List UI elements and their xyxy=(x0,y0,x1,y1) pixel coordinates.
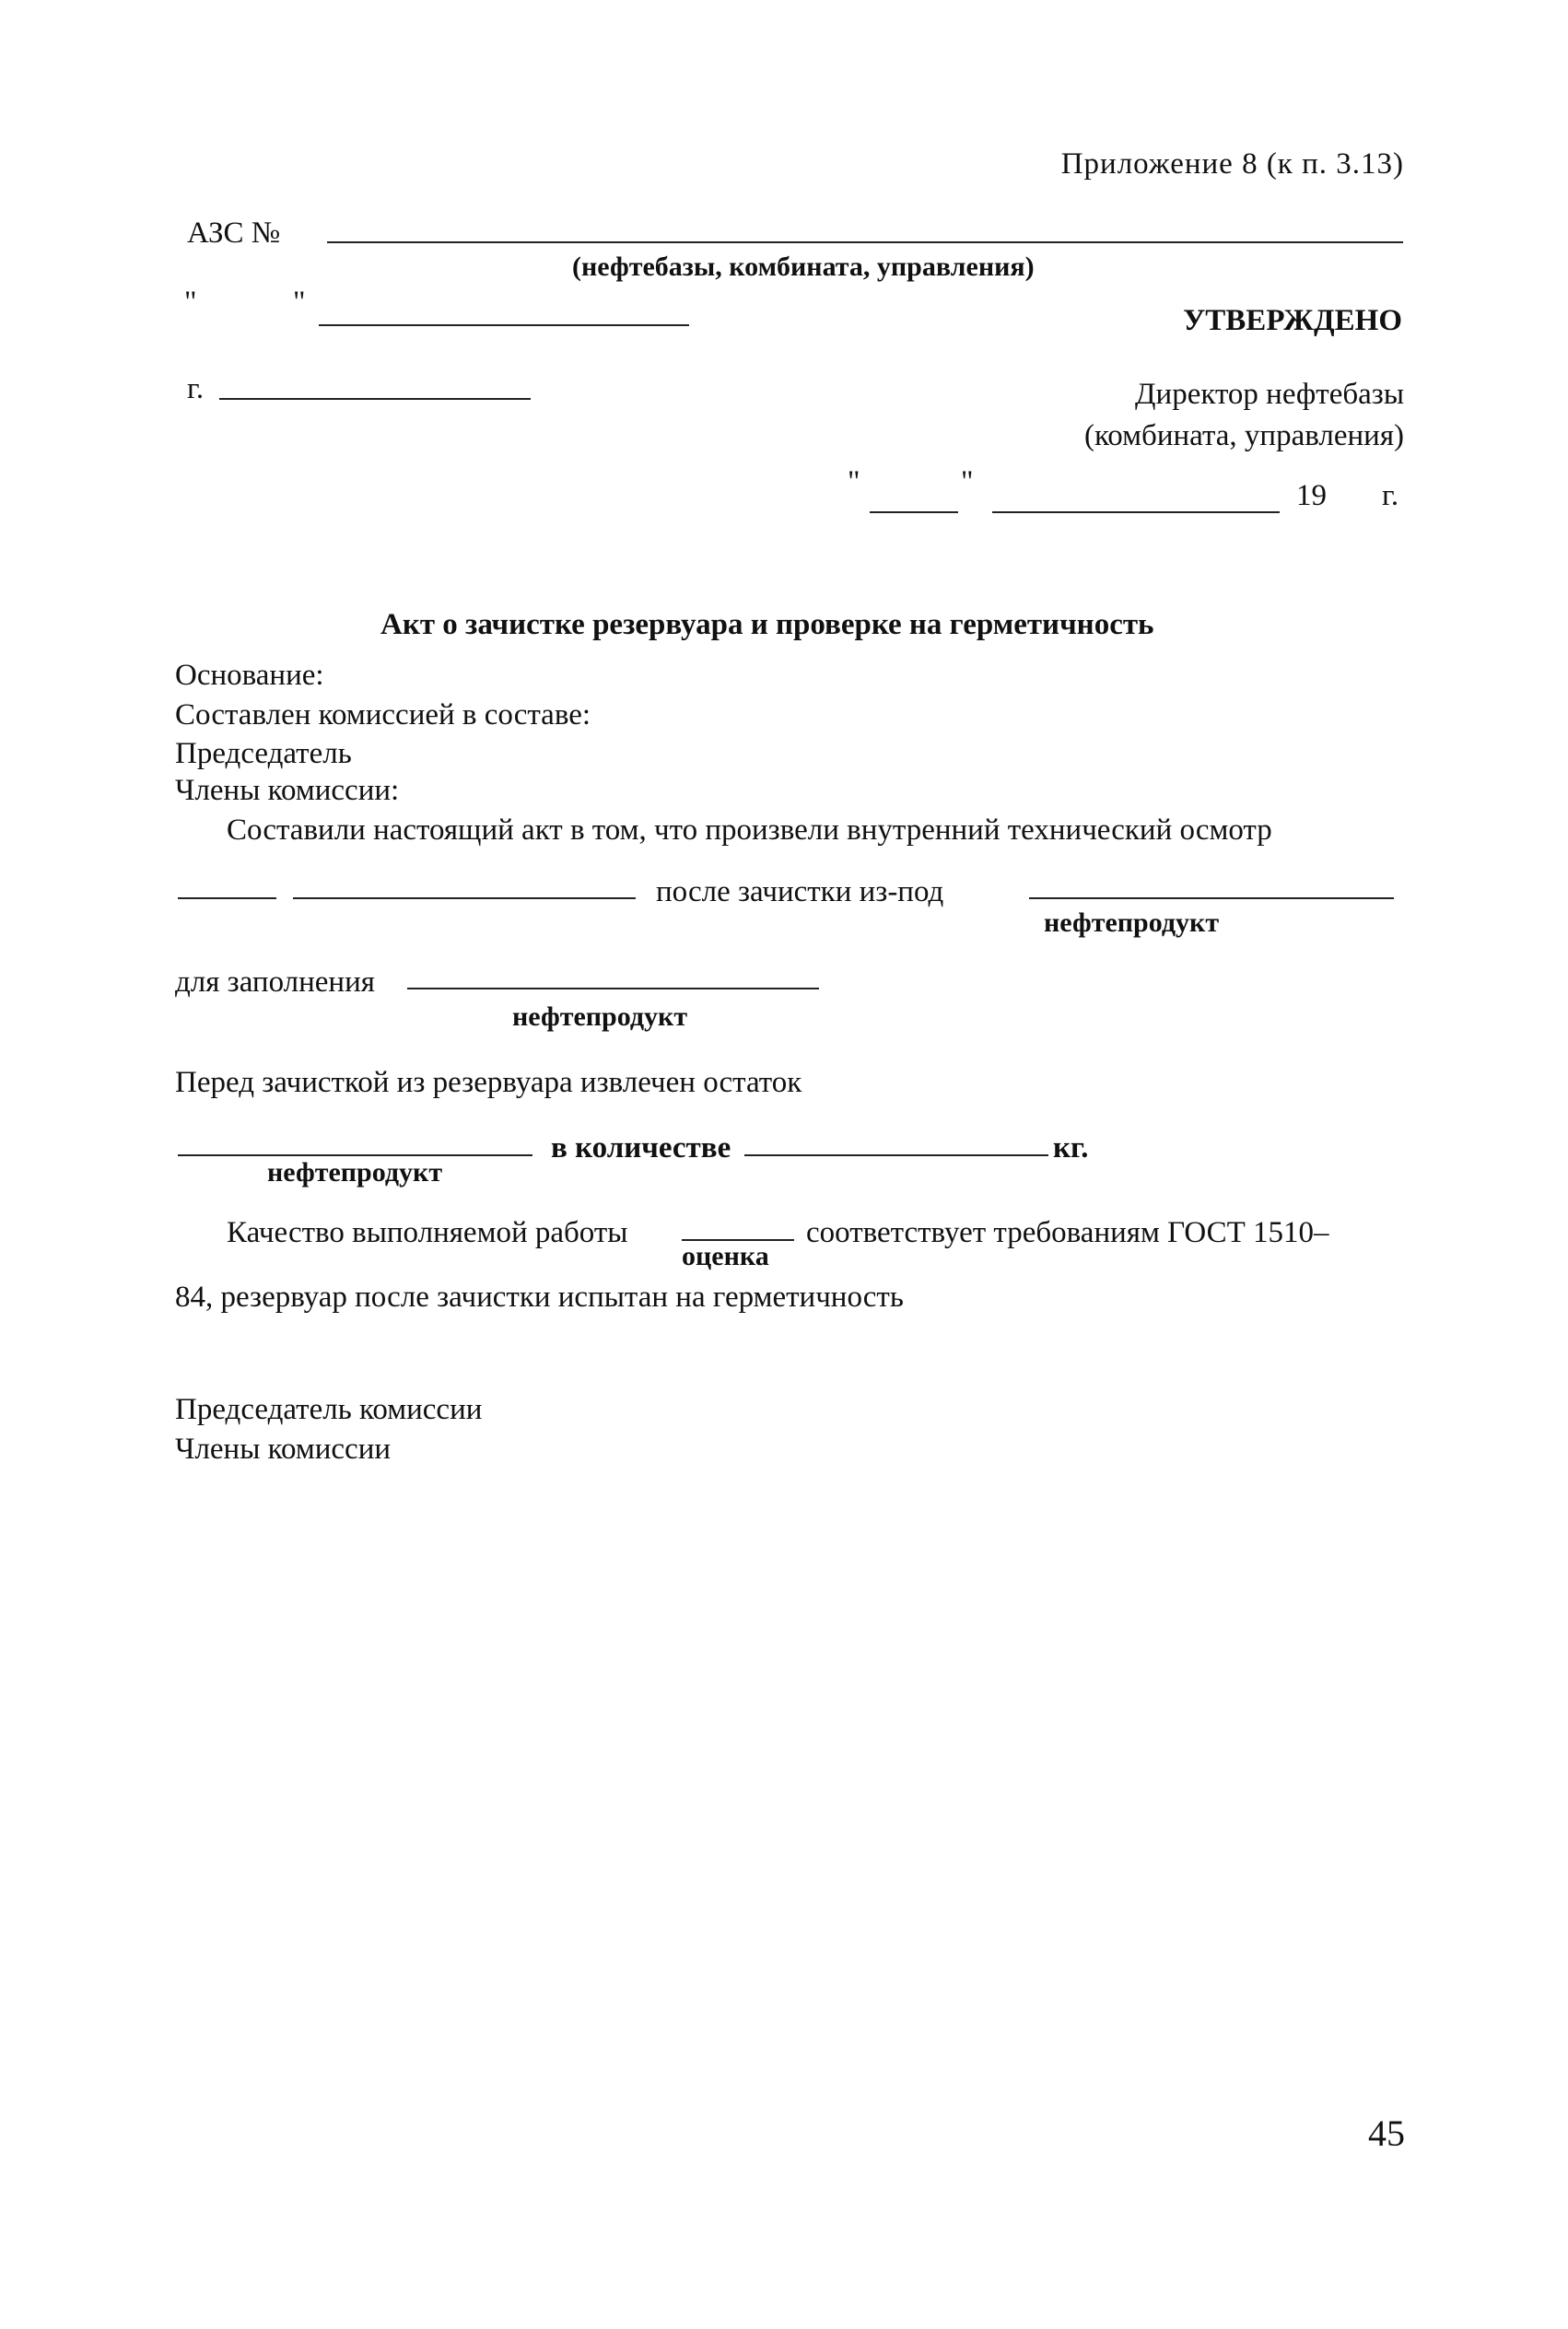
approval-date-quote-open: " xyxy=(848,465,860,498)
quality-suffix: соответствует требованиям ГОСТ 1510– xyxy=(806,1216,1329,1249)
date-quote-open: " xyxy=(184,286,197,319)
residue-product-field[interactable] xyxy=(178,1154,532,1156)
act-title: Акт о зачистке резервуара и проверке на герметичность xyxy=(380,608,1154,641)
approved-title: УТВЕРЖДЕНО xyxy=(1183,304,1402,337)
director-label: Директор нефтебазы xyxy=(1135,378,1404,411)
year-prefix: 19 xyxy=(1296,479,1327,512)
approval-month-field[interactable] xyxy=(992,511,1280,513)
organization-caption: (нефтебазы, комбината, управления) xyxy=(572,252,1035,282)
product-caption-3: нефтепродукт xyxy=(267,1157,443,1188)
signature-chairman: Председатель комиссии xyxy=(175,1393,483,1426)
composed-by-label: Составлен комиссией в составе: xyxy=(175,698,591,731)
product-caption-2: нефтепродукт xyxy=(512,1001,688,1032)
object-field-a[interactable] xyxy=(178,897,276,899)
object-field-b[interactable] xyxy=(293,897,636,899)
residue-quantity-field[interactable] xyxy=(744,1154,1048,1156)
organization-name-field[interactable] xyxy=(327,241,1403,243)
rating-caption: оценка xyxy=(682,1241,769,1271)
city-field[interactable] xyxy=(219,398,531,400)
quality-prefix: Качество выполняемой работы xyxy=(227,1216,628,1249)
approval-day-field[interactable] xyxy=(870,511,958,513)
approval-date-quote-close: " xyxy=(961,465,974,498)
director-caption: (комбината, управления) xyxy=(1083,419,1404,452)
date-quote-close: " xyxy=(293,286,306,319)
page-number: 45 xyxy=(1368,2112,1405,2154)
residue-text: Перед зачисткой из резервуара извлечен остаток xyxy=(175,1066,802,1099)
chairman-label: Председатель xyxy=(175,737,352,770)
signature-members: Члены комиссии xyxy=(175,1433,392,1466)
after-cleaning-text: после зачистки из-под xyxy=(656,875,944,908)
tested-text: 84, резервуар после зачистки испытан на герметичность xyxy=(175,1281,904,1314)
statement-text: Составили настоящий акт в том, что произвели внутренний технический осмотр xyxy=(227,813,1272,847)
city-label: г. xyxy=(187,372,205,405)
in-quantity-text: в количестве xyxy=(551,1131,731,1164)
kg-unit: кг. xyxy=(1053,1131,1089,1164)
product-caption-1: нефтепродукт xyxy=(1044,907,1220,938)
members-label: Члены комиссии: xyxy=(175,774,400,807)
filling-product-field[interactable] xyxy=(407,988,819,989)
basis-label: Основание: xyxy=(175,659,324,692)
appendix-label: Приложение 8 (к п. 3.13) xyxy=(1060,147,1404,181)
for-filling-label: для заполнения xyxy=(175,966,375,999)
azs-number-label: АЗС № xyxy=(187,217,281,250)
previous-product-field[interactable] xyxy=(1029,897,1394,899)
year-suffix: г. xyxy=(1382,479,1399,512)
date-field[interactable] xyxy=(319,324,689,326)
